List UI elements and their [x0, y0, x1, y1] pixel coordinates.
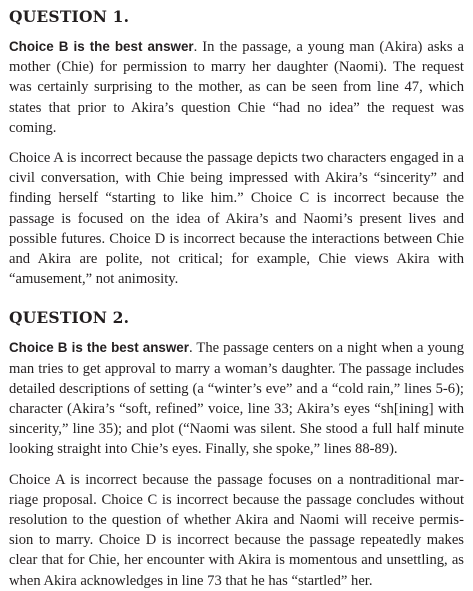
- question-2-best-answer-label: Choice B is the best answer: [9, 340, 189, 356]
- question-2-explanation-paragraph: Choice A is incorrect because the passage focuses on a nontraditional marriage proposal. Choice C is incorrect because the passage concludes without resolution to the question of whether Akira and Naomi will receive permission to marry. Choice D is incorrect because the passage repeatedly makes clear that for Chie, her encounter with Akira is momentous and unsettling, as when Akira acknowledges in line 73 that he has “startled” her.: [9, 471, 464, 589]
- question-2-answer-text: . The passage centers on a night when a young man tries to get approval to marry a woman’s daughter. The passage includes detailed descriptions of setting (a “winter’s eve” and a “cold rain,” lines 5-6); character (Akira’s “soft, refined” voice, line 33; Akira’s eyes “sh[ining] with sincerity,” line 35); and plot (“Naomi was silent. She stood a full half minute looking straight into Chie’s eyes. Finally, she spoke,” lines 88-89).: [9, 340, 464, 458]
- question-1-explanation-paragraph: Choice A is incorrect because the passage depicts two characters engaged in a civil conversation, with Chie being impressed with Akira’s “sincerity” and finding herself “starting to like him.” Choice C is incorrect because the passage is focused on the idea of Akira’s and Naomi’s present lives and possible futures. Choice D is incorrect because the interactions between Chie and Akira are polite, not critical; for example, Chie views Akira with “amusement,” not animosity.: [9, 150, 464, 288]
- question-1-section: [9, 7, 464, 289]
- question-2-answer-paragraph: [9, 338, 464, 459]
- question-1-answer-text: . In the passage, a young man (Akira) asks a mother (Chie) for permission to marry her daughter (Naomi). The request was certainly surprising to the mother, as can be seen from line 47, which states that prior to Akira’s question Chie “had no idea” the request was coming.: [9, 39, 464, 136]
- question-1-answer-paragraph: [9, 37, 464, 138]
- answer-explanations-page: [9, 0, 464, 591]
- question-2-section: [9, 308, 464, 590]
- question-1-best-answer-label: Choice B is the best answer: [9, 39, 194, 54]
- question-1-heading: QUESTION 1.: [9, 7, 130, 26]
- question-2-heading: QUESTION 2.: [9, 308, 130, 328]
